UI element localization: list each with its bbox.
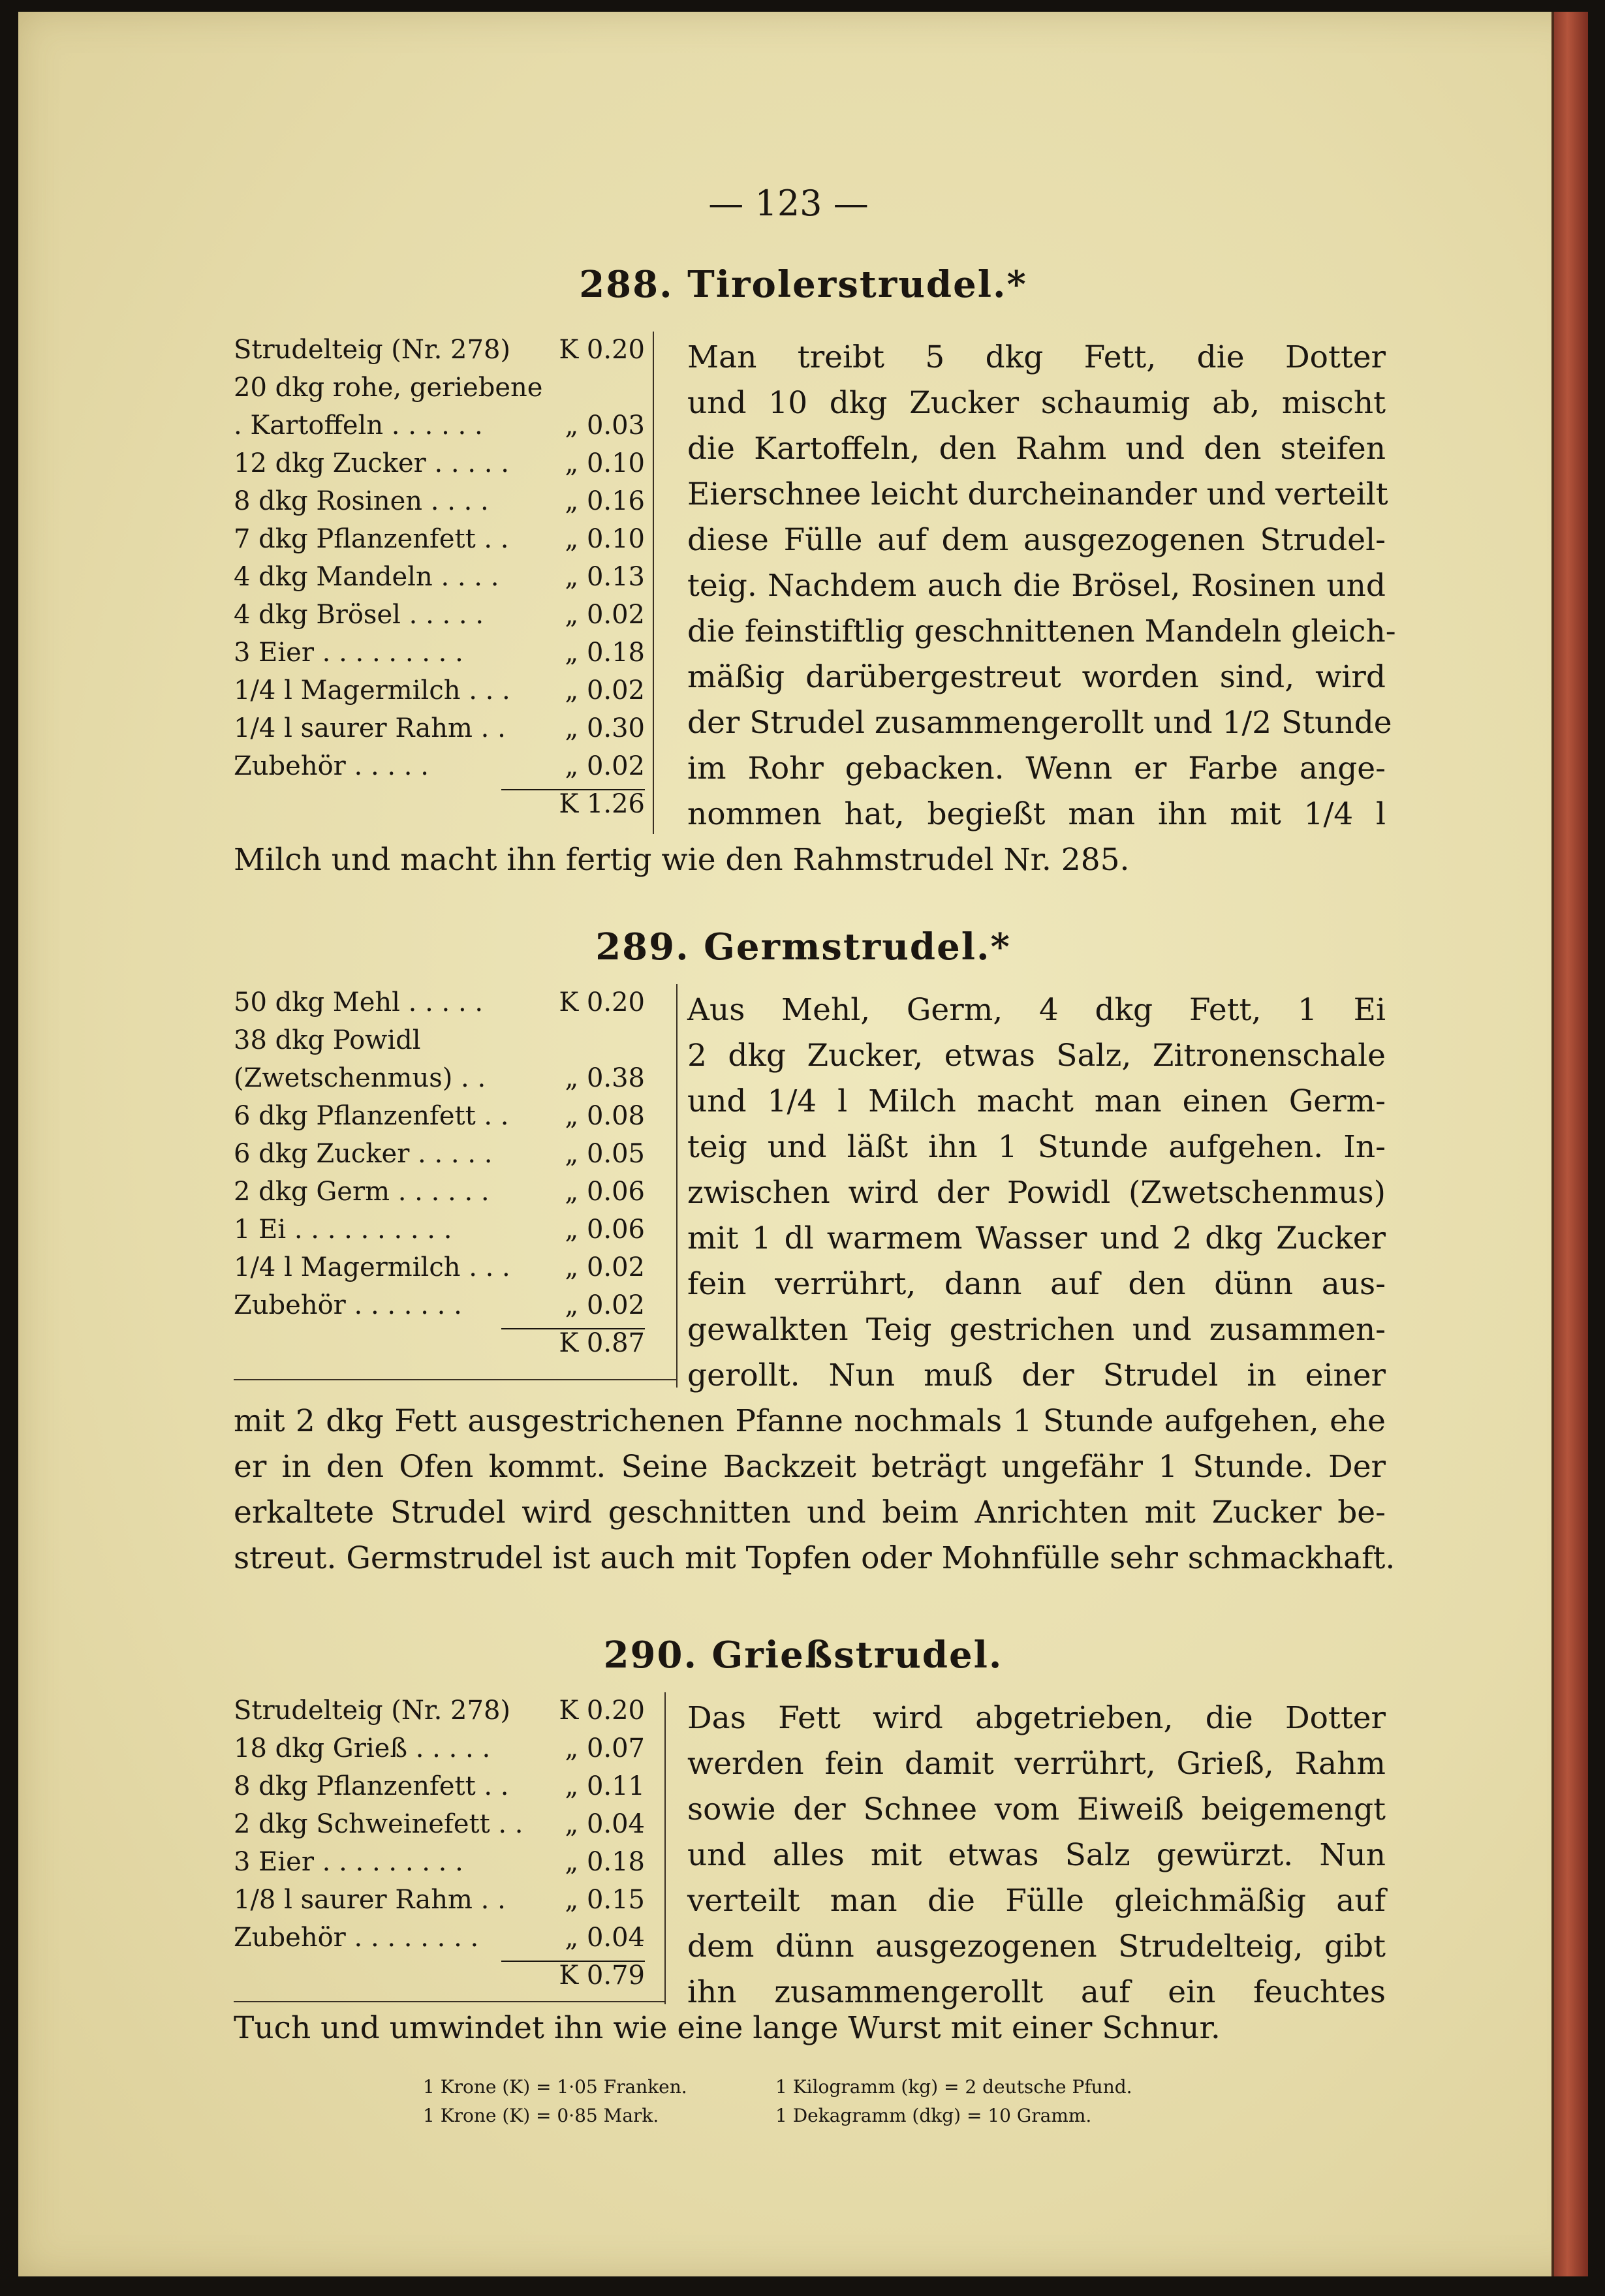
footnote-weights [775, 2073, 1132, 2130]
recipe-heading-289: 289. Germstrudel.* [595, 925, 1011, 969]
ingredient-name: 2 dkg Schweinefett . . [234, 1809, 523, 1839]
ingredient-name: 3 Eier . . . . . . . . . [234, 638, 463, 668]
ingredient-name: 38 dkg Powidl [234, 1025, 421, 1055]
text-line: verteilt man die Fülle gleichmäßig auf [687, 1883, 1386, 1919]
ingredient-row [234, 1177, 645, 1215]
text-line: die Kartoffeln, den Rahm und den steifen [687, 431, 1386, 467]
text-line: zwischen wird der Powidl (Zwetschenmus) [687, 1175, 1386, 1211]
total-price: K 0.79 [559, 1961, 645, 1991]
ingredients-table-289 [234, 987, 645, 1362]
ingredient-price: „ 0.08 [565, 1101, 645, 1131]
table-bottom-rule [234, 1379, 678, 1380]
ingredient-price: „ 0.04 [565, 1809, 645, 1839]
ingredient-row [234, 1139, 645, 1177]
ingredient-name: 2 dkg Germ . . . . . . [234, 1177, 490, 1207]
ingredient-name: 6 dkg Zucker . . . . . [234, 1139, 493, 1169]
ingredient-row [234, 524, 645, 562]
ingredient-price: „ 0.18 [565, 1847, 645, 1877]
ingredient-row [234, 411, 645, 448]
ingredient-total [234, 789, 645, 823]
text-line: dem dünn ausgezogenen Strudelteig, gibt [687, 1929, 1386, 1964]
ingredient-name: Strudelteig (Nr. 278) [234, 1696, 511, 1726]
ingredient-price: „ 0.16 [565, 486, 645, 516]
ingredient-name: (Zwetschenmus) . . [234, 1063, 486, 1093]
ingredient-name: 1 Ei . . . . . . . . . . [234, 1215, 452, 1245]
text-line: er in den Ofen kommt. Seine Backzeit beträgt ungefähr 1 Stunde. Der [234, 1449, 1386, 1485]
ingredient-price: „ 0.02 [565, 751, 645, 781]
text-line: Milch und macht ihn fertig wie den Rahmstrudel Nr. 285. [234, 842, 1130, 878]
ingredient-name: 8 dkg Rosinen . . . . [234, 486, 489, 516]
ingredient-row [234, 1733, 645, 1771]
text-line: und alles mit etwas Salz gewürzt. Nun [687, 1837, 1386, 1873]
footnote-line: 1 Kilogramm (kg) = 2 deutsche Pfund. [775, 2076, 1132, 2098]
ingredient-name: 4 dkg Brösel . . . . . [234, 600, 484, 630]
ingredient-price: „ 0.02 [565, 675, 645, 706]
footnote-line: 1 Dekagramm (dkg) = 10 Gramm. [775, 2105, 1092, 2126]
ingredient-row [234, 1696, 645, 1733]
ingredient-name: Strudelteig (Nr. 278) [234, 335, 511, 365]
text-line: Das Fett wird abgetrieben, die Dotter [687, 1700, 1386, 1736]
sum-rule [501, 1328, 645, 1329]
text-line: diese Fülle auf dem ausgezogenen Strudel- [687, 522, 1386, 558]
column-divider [653, 332, 654, 834]
column-divider [664, 1692, 666, 2004]
ingredient-row [234, 675, 645, 713]
ingredient-name: Zubehör . . . . . . . . [234, 1923, 479, 1953]
ingredient-price: „ 0.11 [565, 1771, 645, 1801]
column-divider [676, 984, 678, 1388]
recipe-text-290 [687, 1696, 1386, 2015]
text-line: ihn zusammengerollt auf ein feuchtes [687, 1974, 1386, 2010]
text-line: mit 1 dl warmem Wasser und 2 dkg Zucker [687, 1220, 1386, 1256]
ingredient-price: „ 0.18 [565, 638, 645, 668]
text-line: die feinstiftlig geschnittenen Mandeln gleich- [687, 613, 1396, 649]
footnote-line: 1 Krone (K) = 0·85 Mark. [423, 2105, 659, 2126]
ingredient-row [234, 713, 645, 751]
ingredient-price: K 0.20 [559, 1696, 645, 1726]
ingredient-name: . Kartoffeln . . . . . . [234, 411, 483, 441]
text-line: und 1/4 l Milch macht man einen Germ- [687, 1083, 1386, 1119]
recipe-text-289-continued [234, 1399, 1395, 1581]
recipe-heading-290: 290. Grießstrudel. [603, 1634, 1003, 1677]
text-line: im Rohr gebacken. Wenn er Farbe ange- [687, 751, 1386, 786]
book-spine [1554, 12, 1588, 2276]
ingredient-row [234, 486, 645, 524]
ingredient-total [234, 1961, 645, 1994]
ingredient-row [234, 1215, 645, 1252]
ingredient-name: 1/4 l Magermilch . . . [234, 675, 510, 706]
recipe-heading-288: 288. Tirolerstrudel.* [579, 263, 1027, 306]
ingredient-price: „ 0.03 [565, 411, 645, 441]
text-line: streut. Germstrudel ist auch mit Topfen oder Mohnfülle sehr schmackhaft. [234, 1540, 1395, 1576]
text-line: sowie der Schnee vom Eiweiß beigemengt [687, 1792, 1386, 1827]
text-line: mäßig darübergestreut worden sind, wird [687, 659, 1386, 695]
ingredient-price: „ 0.38 [565, 1063, 645, 1093]
ingredient-price: „ 0.15 [565, 1885, 645, 1915]
ingredient-row [234, 600, 645, 638]
ingredient-name: 50 dkg Mehl . . . . . [234, 987, 484, 1017]
ingredient-price: „ 0.02 [565, 1252, 645, 1282]
text-line: mit 2 dkg Fett ausgestrichenen Pfanne nochmals 1 Stunde aufgehen, ehe [234, 1403, 1386, 1439]
footnote-line: 1 Krone (K) = 1·05 Franken. [423, 2076, 687, 2098]
text-line: 2 dkg Zucker, etwas Salz, Zitronenschale [687, 1038, 1386, 1074]
ingredient-name: 6 dkg Pflanzenfett . . [234, 1101, 509, 1131]
text-line: fein verrührt, dann auf den dünn aus- [687, 1266, 1386, 1302]
ingredient-row [234, 335, 645, 373]
ingredient-price: „ 0.13 [565, 562, 645, 592]
ingredient-row [234, 373, 645, 411]
ingredient-row [234, 562, 645, 600]
recipe-text-288-continued [234, 837, 1386, 883]
ingredient-row [234, 1290, 645, 1328]
text-line: Tuch und umwindet ihn wie eine lange Wurst mit einer Schnur. [234, 2010, 1221, 2046]
ingredient-price: „ 0.02 [565, 1290, 645, 1320]
ingredient-price: „ 0.10 [565, 524, 645, 554]
ingredient-name: 1/4 l saurer Rahm . . [234, 713, 506, 743]
ingredient-row [234, 448, 645, 486]
text-line: werden fein damit verrührt, Grieß, Rahm [687, 1746, 1386, 1782]
ingredient-name: Zubehör . . . . . . . [234, 1290, 462, 1320]
ingredient-row [234, 1847, 645, 1885]
ingredient-row [234, 1063, 645, 1101]
ingredient-price: K 0.20 [559, 335, 645, 365]
text-line: Man treibt 5 dkg Fett, die Dotter [687, 339, 1386, 375]
ingredient-name: 8 dkg Pflanzenfett . . [234, 1771, 509, 1801]
sum-rule [501, 789, 645, 790]
table-bottom-rule [234, 2001, 666, 2002]
ingredient-row [234, 1025, 645, 1063]
ingredient-row [234, 987, 645, 1025]
ingredient-price: „ 0.30 [565, 713, 645, 743]
ingredient-name: 1/8 l saurer Rahm . . [234, 1885, 506, 1915]
ingredient-price: „ 0.06 [565, 1215, 645, 1245]
text-line: gerollt. Nun muß der Strudel in einer [687, 1357, 1386, 1393]
recipe-text-288 [687, 335, 1396, 837]
text-line: teig und läßt ihn 1 Stunde aufgehen. In- [687, 1129, 1386, 1165]
text-line: Eierschnee leicht durcheinander und verteilt [687, 476, 1388, 512]
ingredient-name: 7 dkg Pflanzenfett . . [234, 524, 509, 554]
ingredient-name: 20 dkg rohe, geriebene [234, 373, 543, 403]
footnote-currency [423, 2073, 687, 2130]
total-price: K 0.87 [559, 1328, 645, 1358]
recipe-text-289 [687, 987, 1386, 1399]
recipe-text-290-continued [234, 2006, 1386, 2051]
ingredient-price: „ 0.02 [565, 600, 645, 630]
ingredient-price: „ 0.07 [565, 1733, 645, 1763]
ingredient-row [234, 638, 645, 675]
text-line: nommen hat, begießt man ihn mit 1/4 l [687, 796, 1386, 832]
ingredient-row [234, 1809, 645, 1847]
text-line: Aus Mehl, Germ, 4 dkg Fett, 1 Ei [687, 992, 1386, 1028]
ingredient-name: 18 dkg Grieß . . . . . [234, 1733, 491, 1763]
page-number: — 123 — [708, 183, 869, 224]
book-page [18, 12, 1588, 2276]
ingredient-name: 4 dkg Mandeln . . . . [234, 562, 499, 592]
sum-rule [501, 1961, 645, 1962]
ingredient-price: „ 0.10 [565, 448, 645, 478]
ingredient-name: Zubehör . . . . . [234, 751, 429, 781]
text-line: erkaltete Strudel wird geschnitten und beim Anrichten mit Zucker be- [234, 1495, 1386, 1530]
ingredient-name: 1/4 l Magermilch . . . [234, 1252, 510, 1282]
ingredient-price: K 0.20 [559, 987, 645, 1017]
ingredient-row [234, 1885, 645, 1923]
ingredient-price: „ 0.04 [565, 1923, 645, 1953]
ingredient-row [234, 751, 645, 789]
ingredient-row [234, 1101, 645, 1139]
ingredient-price: „ 0.06 [565, 1177, 645, 1207]
ingredient-row [234, 1252, 645, 1290]
total-price: K 1.26 [559, 789, 645, 819]
text-line: teig. Nachdem auch die Brösel, Rosinen und [687, 568, 1386, 604]
text-line: gewalkten Teig gestrichen und zusammen- [687, 1312, 1386, 1348]
ingredients-table-290 [234, 1696, 645, 1994]
ingredients-table-288 [234, 335, 645, 823]
ingredient-name: 12 dkg Zucker . . . . . [234, 448, 509, 478]
ingredient-row [234, 1771, 645, 1809]
text-line: der Strudel zusammengerollt und 1/2 Stunde [687, 705, 1392, 741]
ingredient-total [234, 1328, 645, 1362]
ingredient-price: „ 0.05 [565, 1139, 645, 1169]
ingredient-row [234, 1923, 645, 1961]
text-line: und 10 dkg Zucker schaumig ab, mischt [687, 385, 1386, 421]
ingredient-name: 3 Eier . . . . . . . . . [234, 1847, 463, 1877]
